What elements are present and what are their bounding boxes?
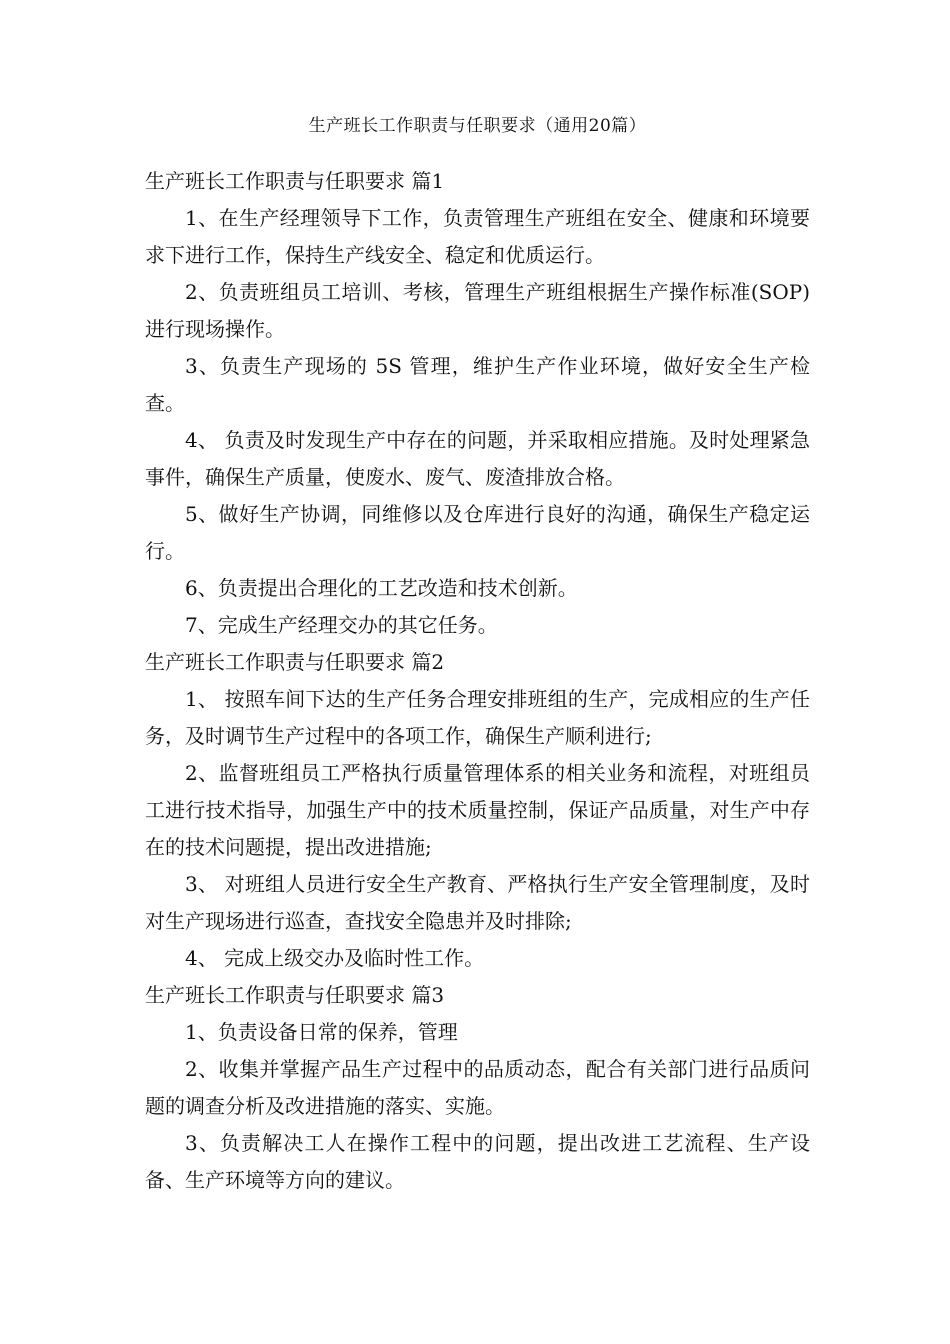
section-heading: 生产班长工作职责与任职要求 篇3 <box>145 983 445 1007</box>
list-item: 6、负责提出合理化的工艺改造和技术创新。 <box>185 576 578 600</box>
list-item: 4、 负责及时发现生产中存在的问题，并采取相应措施。及时处理紧急事件，确保生产质量，使废水、废气、废渣排放合格。 <box>145 428 810 489</box>
document-page <box>145 113 810 1199</box>
list-item: 1、负责设备日常的保养，管理 <box>185 1020 458 1044</box>
list-item: 3、 对班组人员进行安全生产教育、严格执行生产安全管理制度，及时对生产现场进行巡查，查找安全隐患并及时排除; <box>145 872 810 933</box>
document-title: 生产班长工作职责与任职要求（通用20篇） <box>308 116 647 136</box>
list-item: 2、收集并掌握产品生产过程中的品质动态，配合有关部门进行品质问题的调查分析及改进措施的落实、实施。 <box>145 1057 810 1118</box>
list-item: 1、在生产经理领导下工作，负责管理生产班组在安全、健康和环境要求下进行工作，保持生产线安全、稳定和优质运行。 <box>145 206 810 267</box>
list-item: 2、负责班组员工培训、考核，管理生产班组根据生产操作标准(SOP)进行现场操作。 <box>145 280 810 341</box>
section-heading: 生产班长工作职责与任职要求 篇2 <box>145 650 445 674</box>
list-item: 4、 完成上级交办及临时性工作。 <box>185 946 485 970</box>
section-1 <box>145 163 810 644</box>
list-item: 3、负责生产现场的 5S 管理，维护生产作业环境，做好安全生产检查。 <box>145 354 810 415</box>
section-heading: 生产班长工作职责与任职要求 篇1 <box>145 169 445 193</box>
list-item: 3、负责解决工人在操作工程中的问题，提出改进工艺流程、生产设备、生产环境等方向的建议。 <box>145 1131 810 1192</box>
list-item: 2、监督班组员工严格执行质量管理体系的相关业务和流程，对班组员工进行技术指导，加强生产中的技术质量控制，保证产品质量，对生产中存在的技术问题提，提出改进措施; <box>145 761 810 859</box>
list-item: 1、 按照车间下达的生产任务合理安排班组的生产，完成相应的生产任务，及时调节生产过程中的各项工作，确保生产顺利进行; <box>145 687 810 748</box>
list-item: 5、做好生产协调，同维修以及仓库进行良好的沟通，确保生产稳定运行。 <box>145 502 810 563</box>
list-item: 7、完成生产经理交办的其它任务。 <box>185 613 498 637</box>
section-3 <box>145 977 810 1199</box>
section-2 <box>145 644 810 977</box>
